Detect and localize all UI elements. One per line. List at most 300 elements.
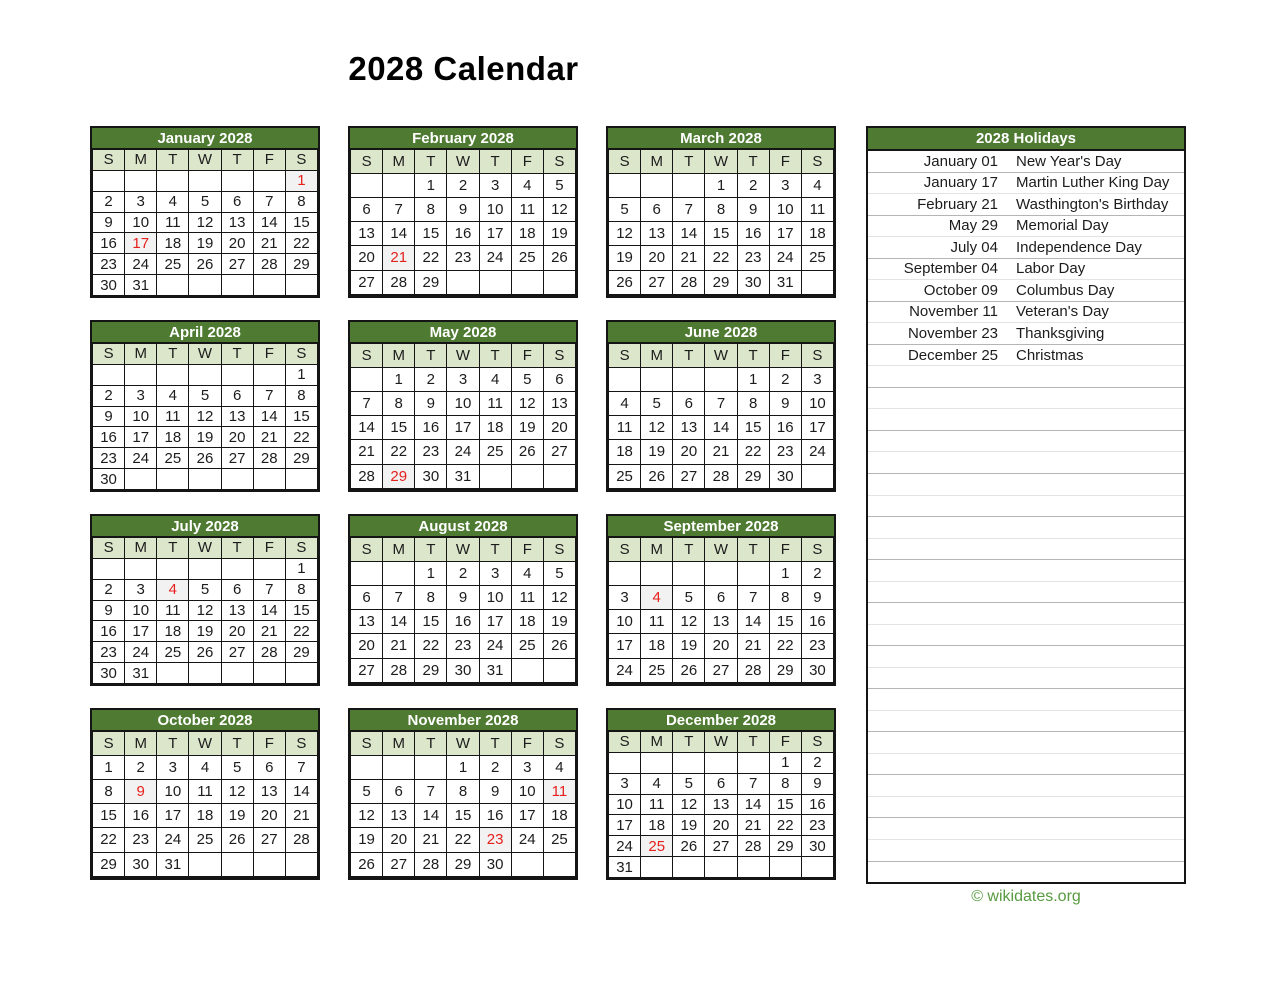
day-header-cell: W [189, 344, 221, 365]
date-cell: 30 [769, 464, 801, 488]
month-table [92, 537, 318, 684]
empty-date-cell [415, 294, 447, 295]
empty-date-cell [705, 752, 737, 773]
empty-date-cell [705, 682, 737, 683]
date-cell: 19 [641, 440, 673, 464]
day-header-cell: W [447, 732, 479, 756]
date-cell: 20 [253, 804, 285, 828]
day-header-cell: S [609, 732, 641, 753]
date-cell: 27 [351, 658, 383, 682]
date-cell: 25 [157, 254, 189, 275]
date-cell: 24 [609, 836, 641, 857]
date-cell: 25 [511, 246, 543, 270]
date-cell: 23 [801, 815, 833, 836]
date-cell: 15 [769, 610, 801, 634]
empty-date-cell [125, 364, 157, 385]
date-cell: 16 [737, 222, 769, 246]
empty-row [868, 775, 1184, 797]
date-cell: 9 [415, 392, 447, 416]
date-cell: 19 [609, 246, 641, 270]
holiday-date-cell: 21 [383, 246, 415, 270]
date-cell: 23 [93, 254, 125, 275]
empty-row [868, 646, 1184, 668]
empty-date-cell [511, 294, 543, 295]
date-cell: 24 [157, 828, 189, 852]
empty-date-cell [157, 876, 189, 877]
empty-date-cell [673, 752, 705, 773]
date-cell: 26 [189, 254, 221, 275]
date-cell: 16 [93, 233, 125, 254]
day-header-cell: F [511, 732, 543, 756]
date-cell: 17 [609, 634, 641, 658]
empty-date-cell [351, 488, 383, 489]
date-cell: 30 [125, 852, 157, 876]
empty-date-cell [383, 682, 415, 683]
empty-date-cell [543, 464, 575, 488]
date-cell: 12 [189, 212, 221, 233]
date-cell: 6 [673, 392, 705, 416]
month-title: December 2028 [608, 710, 834, 731]
empty-date-cell [157, 170, 189, 191]
holiday-row [868, 194, 1184, 216]
date-cell: 3 [125, 191, 157, 212]
day-header-cell: T [673, 150, 705, 174]
date-cell: 27 [383, 852, 415, 876]
day-header-cell: T [479, 150, 511, 174]
date-cell: 16 [93, 427, 125, 448]
date-cell: 29 [769, 836, 801, 857]
empty-date-cell [157, 364, 189, 385]
empty-row [868, 517, 1184, 539]
date-cell: 29 [285, 448, 317, 469]
day-header-cell: W [189, 538, 221, 559]
date-cell: 21 [253, 233, 285, 254]
date-cell: 8 [769, 773, 801, 794]
empty-date-cell [383, 488, 415, 489]
empty-date-cell [447, 488, 479, 489]
empty-date-cell [737, 752, 769, 773]
date-cell: 12 [221, 780, 253, 804]
date-cell: 7 [383, 198, 415, 222]
month-table [350, 731, 576, 878]
empty-date-cell [93, 364, 125, 385]
empty-date-cell [673, 562, 705, 586]
date-cell: 27 [673, 464, 705, 488]
empty-date-cell [189, 275, 221, 296]
day-header-cell: M [641, 150, 673, 174]
date-cell: 24 [479, 246, 511, 270]
date-cell: 26 [641, 464, 673, 488]
date-cell: 22 [415, 246, 447, 270]
date-cell: 14 [285, 780, 317, 804]
day-header-cell: S [543, 732, 575, 756]
date-cell: 23 [93, 448, 125, 469]
date-cell: 15 [737, 416, 769, 440]
date-cell: 1 [705, 174, 737, 198]
empty-date-cell [737, 488, 769, 489]
empty-row [868, 409, 1184, 431]
holiday-row [868, 345, 1184, 367]
date-cell: 17 [769, 222, 801, 246]
date-cell: 7 [383, 586, 415, 610]
date-cell: 11 [189, 780, 221, 804]
date-cell: 10 [125, 212, 157, 233]
day-header-cell: M [641, 538, 673, 562]
empty-date-cell [253, 558, 285, 579]
month-title: June 2028 [608, 322, 834, 343]
date-cell: 6 [221, 385, 253, 406]
date-cell: 25 [479, 440, 511, 464]
date-cell: 18 [157, 621, 189, 642]
date-cell: 5 [641, 392, 673, 416]
date-cell: 14 [673, 222, 705, 246]
date-cell: 3 [125, 579, 157, 600]
date-cell: 10 [479, 198, 511, 222]
month-january [90, 126, 320, 298]
date-cell: 11 [511, 586, 543, 610]
empty-date-cell [641, 368, 673, 392]
date-cell: 31 [125, 275, 157, 296]
empty-date-cell [351, 294, 383, 295]
empty-date-cell [415, 876, 447, 877]
date-cell: 29 [285, 254, 317, 275]
day-header-cell: M [125, 344, 157, 365]
date-cell: 29 [93, 852, 125, 876]
date-cell: 16 [93, 621, 125, 642]
month-title: January 2028 [92, 128, 318, 149]
date-cell: 30 [801, 658, 833, 682]
empty-date-cell [253, 275, 285, 296]
holiday-name: Veteran's Day [1016, 303, 1109, 321]
date-cell: 15 [447, 804, 479, 828]
date-cell: 22 [285, 427, 317, 448]
empty-date-cell [609, 488, 641, 489]
date-cell: 4 [543, 756, 575, 780]
date-cell: 9 [769, 392, 801, 416]
date-cell: 6 [543, 368, 575, 392]
day-header-cell: S [543, 150, 575, 174]
footer-credit[interactable]: © wikidates.org [971, 888, 1081, 905]
day-header-cell: F [511, 538, 543, 562]
day-header-cell: T [221, 732, 253, 756]
empty-date-cell [221, 275, 253, 296]
day-header-cell: T [415, 538, 447, 562]
date-cell: 11 [511, 198, 543, 222]
date-cell: 27 [221, 448, 253, 469]
day-header-cell: W [705, 344, 737, 368]
holiday-name: Independence Day [1016, 238, 1142, 256]
date-cell: 5 [673, 773, 705, 794]
holiday-name: Labor Day [1016, 260, 1086, 278]
month-title: September 2028 [608, 516, 834, 537]
date-cell: 4 [511, 174, 543, 198]
date-cell: 4 [641, 773, 673, 794]
date-cell: 4 [801, 174, 833, 198]
empty-date-cell [253, 469, 285, 490]
date-cell: 4 [189, 756, 221, 780]
date-cell: 5 [221, 756, 253, 780]
empty-date-cell [705, 488, 737, 489]
day-header-cell: S [609, 344, 641, 368]
empty-date-cell [609, 752, 641, 773]
empty-date-cell [641, 562, 673, 586]
date-cell: 22 [383, 440, 415, 464]
date-cell: 11 [641, 610, 673, 634]
date-cell: 29 [737, 464, 769, 488]
date-cell: 14 [383, 222, 415, 246]
date-cell: 3 [479, 174, 511, 198]
holiday-name: Christmas [1016, 346, 1084, 364]
date-cell: 14 [253, 600, 285, 621]
empty-date-cell [769, 682, 801, 683]
date-cell: 26 [351, 852, 383, 876]
holiday-date: July 04 [950, 238, 998, 256]
month-table [608, 343, 834, 490]
empty-date-cell [125, 170, 157, 191]
date-cell: 2 [479, 756, 511, 780]
date-cell: 5 [543, 562, 575, 586]
empty-date-cell [641, 752, 673, 773]
date-cell: 9 [447, 586, 479, 610]
date-cell: 15 [769, 794, 801, 815]
date-cell: 9 [801, 773, 833, 794]
holidays-list [868, 151, 1184, 882]
date-cell: 30 [415, 464, 447, 488]
month-july [90, 514, 320, 686]
date-cell: 30 [479, 852, 511, 876]
holiday-name: Martin Luther King Day [1016, 174, 1170, 192]
holiday-row [868, 302, 1184, 324]
date-cell: 4 [479, 368, 511, 392]
empty-date-cell [801, 464, 833, 488]
day-header-cell: M [125, 538, 157, 559]
empty-date-cell [673, 368, 705, 392]
date-cell: 23 [125, 828, 157, 852]
date-cell: 22 [769, 815, 801, 836]
day-header-cell: T [737, 538, 769, 562]
day-header-cell: F [253, 732, 285, 756]
date-cell: 16 [415, 416, 447, 440]
empty-row [868, 582, 1184, 604]
date-cell: 28 [383, 658, 415, 682]
date-cell: 15 [383, 416, 415, 440]
date-cell: 31 [479, 658, 511, 682]
day-header-cell: W [189, 732, 221, 756]
date-cell: 19 [351, 828, 383, 852]
date-cell: 21 [253, 427, 285, 448]
date-cell: 21 [253, 621, 285, 642]
date-cell: 16 [479, 804, 511, 828]
empty-date-cell [673, 294, 705, 295]
date-cell: 27 [253, 828, 285, 852]
date-cell: 26 [673, 658, 705, 682]
holiday-date-cell: 1 [285, 170, 317, 191]
page-title: 2028 Calendar [348, 50, 579, 87]
empty-date-cell [673, 682, 705, 683]
empty-date-cell [189, 852, 221, 876]
date-cell: 27 [221, 254, 253, 275]
holiday-name: Thanksgiving [1016, 325, 1105, 343]
empty-date-cell [383, 756, 415, 780]
empty-date-cell [737, 562, 769, 586]
empty-date-cell [415, 488, 447, 489]
day-header-cell: F [769, 150, 801, 174]
day-header-cell: S [93, 538, 125, 559]
date-cell: 5 [351, 780, 383, 804]
empty-date-cell [93, 558, 125, 579]
date-cell: 29 [415, 270, 447, 294]
date-cell: 19 [673, 815, 705, 836]
holiday-row [868, 323, 1184, 345]
date-cell: 30 [93, 663, 125, 684]
holiday-row [868, 237, 1184, 259]
date-cell: 15 [705, 222, 737, 246]
date-cell: 29 [447, 852, 479, 876]
day-header-cell: T [737, 732, 769, 753]
date-cell: 17 [479, 610, 511, 634]
month-april [90, 320, 320, 492]
date-cell: 12 [673, 610, 705, 634]
date-cell: 18 [189, 804, 221, 828]
empty-date-cell [93, 170, 125, 191]
empty-row [868, 539, 1184, 561]
empty-row [868, 625, 1184, 647]
date-cell: 14 [383, 610, 415, 634]
date-cell: 3 [511, 756, 543, 780]
date-cell: 10 [801, 392, 833, 416]
empty-date-cell [125, 469, 157, 490]
date-cell: 8 [415, 586, 447, 610]
empty-date-cell [189, 469, 221, 490]
date-cell: 10 [609, 610, 641, 634]
holiday-date: November 11 [909, 303, 998, 321]
date-cell: 20 [673, 440, 705, 464]
empty-date-cell [253, 852, 285, 876]
holiday-row [868, 259, 1184, 281]
date-cell: 6 [351, 198, 383, 222]
date-cell: 2 [801, 562, 833, 586]
date-cell: 28 [383, 270, 415, 294]
date-cell: 20 [705, 634, 737, 658]
date-cell: 8 [447, 780, 479, 804]
date-cell: 24 [125, 448, 157, 469]
empty-date-cell [351, 562, 383, 586]
date-cell: 23 [93, 642, 125, 663]
date-cell: 7 [285, 756, 317, 780]
date-cell: 21 [737, 634, 769, 658]
date-cell: 9 [447, 198, 479, 222]
empty-date-cell [479, 464, 511, 488]
date-cell: 8 [383, 392, 415, 416]
date-cell: 10 [157, 780, 189, 804]
date-cell: 29 [769, 658, 801, 682]
empty-date-cell [415, 682, 447, 683]
day-header-cell: S [285, 732, 317, 756]
date-cell: 23 [447, 246, 479, 270]
day-header-cell: T [737, 150, 769, 174]
date-cell: 14 [705, 416, 737, 440]
date-cell: 28 [705, 464, 737, 488]
date-cell: 22 [285, 621, 317, 642]
date-cell: 17 [479, 222, 511, 246]
date-cell: 8 [705, 198, 737, 222]
empty-date-cell [479, 682, 511, 683]
empty-date-cell [511, 464, 543, 488]
date-cell: 9 [93, 406, 125, 427]
empty-date-cell [543, 852, 575, 876]
holiday-date: December 25 [907, 346, 998, 364]
date-cell: 18 [543, 804, 575, 828]
empty-date-cell [673, 857, 705, 878]
holiday-date: January 17 [923, 174, 998, 192]
month-title: August 2028 [350, 516, 576, 537]
date-cell: 9 [479, 780, 511, 804]
date-cell: 1 [415, 562, 447, 586]
date-cell: 30 [737, 270, 769, 294]
date-cell: 12 [609, 222, 641, 246]
date-cell: 14 [737, 794, 769, 815]
empty-date-cell [705, 857, 737, 878]
empty-date-cell [383, 562, 415, 586]
month-title: October 2028 [92, 710, 318, 731]
date-cell: 21 [383, 634, 415, 658]
month-title: April 2028 [92, 322, 318, 343]
date-cell: 13 [705, 610, 737, 634]
holiday-date: November 23 [907, 325, 998, 343]
holiday-date-cell: 4 [641, 586, 673, 610]
day-header-cell: F [253, 150, 285, 171]
empty-date-cell [479, 270, 511, 294]
month-title: March 2028 [608, 128, 834, 149]
date-cell: 23 [801, 634, 833, 658]
date-cell: 3 [769, 174, 801, 198]
date-cell: 13 [253, 780, 285, 804]
empty-row [868, 797, 1184, 819]
date-cell: 1 [415, 174, 447, 198]
day-header-cell: F [253, 344, 285, 365]
day-header-cell: S [351, 538, 383, 562]
holiday-name: New Year's Day [1016, 152, 1122, 170]
date-cell: 17 [609, 815, 641, 836]
date-cell: 8 [415, 198, 447, 222]
date-cell: 24 [801, 440, 833, 464]
day-header-cell: S [351, 344, 383, 368]
empty-date-cell [383, 174, 415, 198]
date-cell: 10 [125, 600, 157, 621]
holiday-date: September 04 [903, 260, 998, 278]
date-cell: 2 [93, 191, 125, 212]
date-cell: 12 [543, 586, 575, 610]
empty-date-cell [511, 876, 543, 877]
date-cell: 18 [479, 416, 511, 440]
date-cell: 3 [125, 385, 157, 406]
day-header-cell: M [125, 150, 157, 171]
date-cell: 2 [93, 579, 125, 600]
empty-date-cell [479, 876, 511, 877]
holidays-header: 2028 Holidays [868, 128, 1184, 151]
empty-row [868, 474, 1184, 496]
empty-date-cell [543, 294, 575, 295]
date-cell: 24 [511, 828, 543, 852]
empty-row [868, 840, 1184, 862]
date-cell: 17 [125, 427, 157, 448]
month-table [608, 731, 834, 878]
date-cell: 24 [125, 254, 157, 275]
empty-row [868, 388, 1184, 410]
day-header-cell: S [351, 150, 383, 174]
date-cell: 13 [351, 222, 383, 246]
date-cell: 6 [641, 198, 673, 222]
